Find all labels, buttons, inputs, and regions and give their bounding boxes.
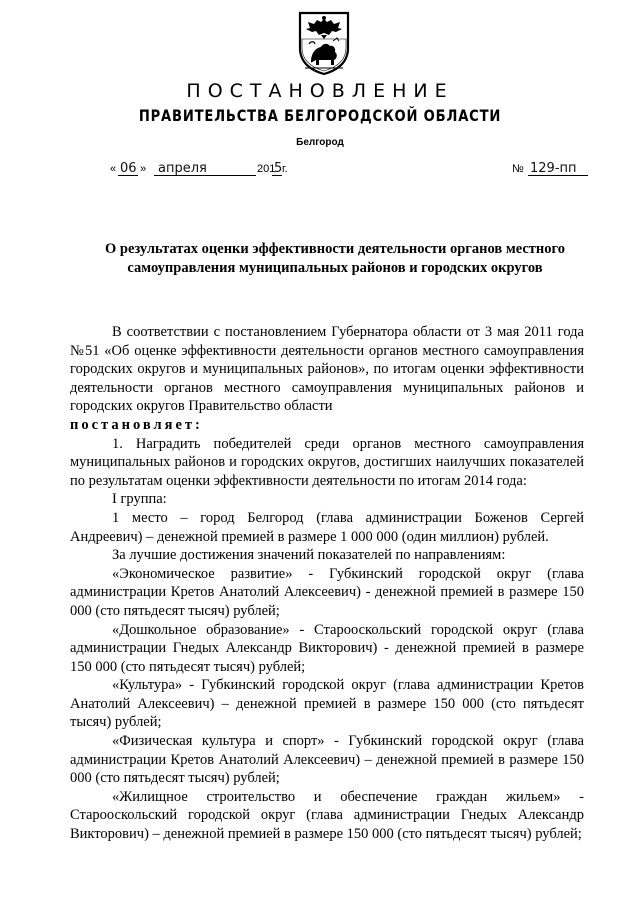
belgorod-coat-of-arms-icon — [297, 10, 351, 76]
direction-sport: «Физическая культура и спорт» - Губкинский городской округ (глава администрации Кретов Анатолий Алексеевич) – денежной премией в размере 150 000 (сто пятьдесят тысяч) рублей; — [70, 733, 584, 787]
year-underline — [272, 175, 282, 176]
city-name: Белгород — [296, 137, 344, 148]
number-value: 129-пп — [530, 161, 577, 176]
date-close-quote: » — [140, 163, 147, 175]
direction-preschool: «Дошкольное образование» - Старооскольский городской округ (глава администрации Гнедых Александр Викторович) - денежной премией в размере 150 000 (сто пятьдесят тысяч) рублей; — [70, 621, 584, 675]
number-underline — [528, 175, 588, 176]
document-body — [70, 323, 584, 844]
group-heading: I группа: — [112, 491, 167, 508]
number-label: № — [512, 163, 524, 175]
organization-name: ПРАВИТЕЛЬСТВА БЕЛГОРОДСКОЙ ОБЛАСТИ — [138, 106, 502, 125]
document-number — [512, 160, 592, 178]
date-year-prefix: 201 — [257, 163, 276, 175]
month-underline — [154, 175, 256, 176]
day-underline — [118, 175, 138, 176]
document-date — [110, 160, 300, 178]
decree-word: постановляет: — [70, 416, 203, 433]
preamble-paragraph: В соответствии с постановлением Губернатора области от 3 мая 2011 года №51 «Об оценке эффективности деятельности органов местного самоуправления городских округов и муниципальных районов», по итогам оценки эффективности деятельности органов местного самоуправления муниципальных районов и городских округов Правительство области — [70, 324, 584, 415]
date-year-digit: 5 — [274, 161, 283, 176]
date-month: апреля — [158, 161, 207, 176]
direction-housing: «Жилищное строительство и обеспечение граждан жильем» - Старооскольский городской округ (глава администрации Гнедых Александр Викторович) – денежной премией в размере 150 000 (сто пятьдесят тысяч) рублей; — [70, 788, 584, 843]
date-year-suffix: г. — [282, 163, 288, 175]
directions-intro: За лучшие достижения значений показателей по направлениям: — [112, 547, 506, 564]
first-place-paragraph: 1 место – город Белгород (глава администрации Боженов Сергей Андреевич) – денежной премией в размере 1 000 000 (один миллион) рублей. — [70, 509, 584, 545]
award-paragraph: 1. Наградить победителей среди органов местного самоуправления муниципальных районов и городских округов, достигших наилучших показателей по результатам оценки эффективности деятельности по итогам 2014 года: — [70, 435, 584, 489]
date-open-quote: « — [110, 163, 117, 175]
document-kind-heading: ПОСТАНОВЛЕНИЕ — [186, 80, 454, 102]
document-title: О результатах оценки эффективности деятельности органов местного самоуправления муниципальных районов и городских округов — [105, 241, 565, 276]
date-day: 06 — [120, 161, 137, 176]
direction-economy: «Экономическое развитие» - Губкинский городской округ (глава администрации Кретов Анатолий Алексеевич) - денежной премией в размере 150 000 (сто пятьдесят тысяч) рублей; — [70, 565, 584, 619]
direction-culture: «Культура» - Губкинский городской округ (глава администрации Кретов Анатолий Алексеевич) – денежной премией в размере 150 000 (сто пятьдесят тысяч) рублей; — [70, 677, 584, 731]
